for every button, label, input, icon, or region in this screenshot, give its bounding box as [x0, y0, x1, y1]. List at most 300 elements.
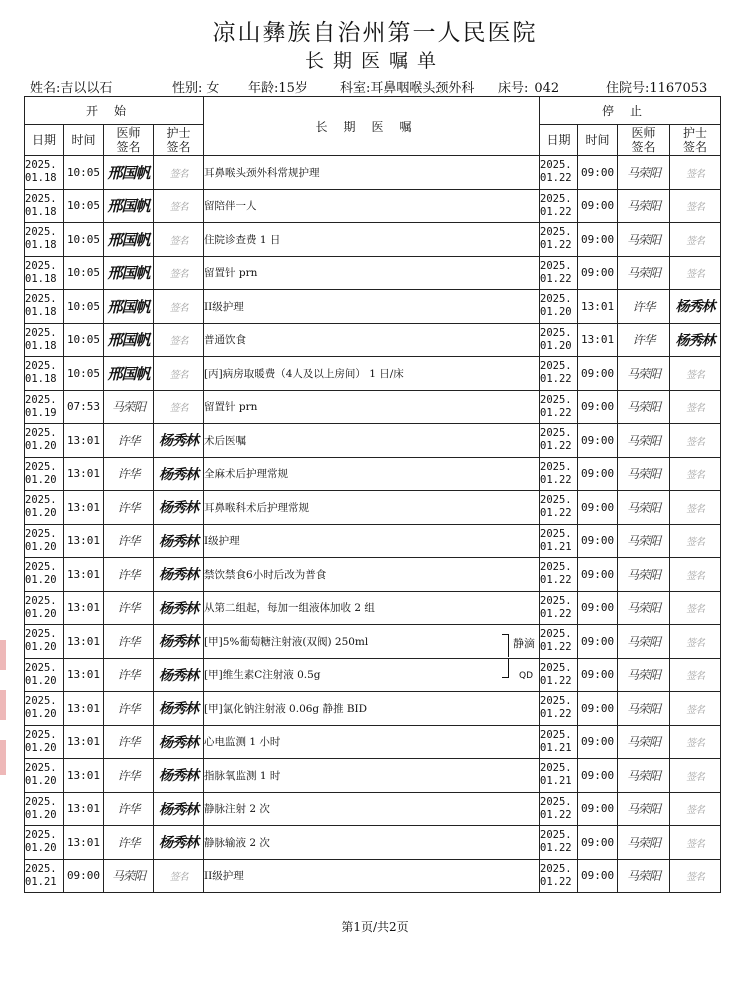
order-text: 全麻术后护理常规 — [204, 468, 289, 481]
stop-doctor-signature: 马荣阳 — [627, 802, 661, 817]
group-bracket — [502, 634, 509, 657]
stop-doctor-signature-cell — [618, 759, 670, 793]
order-cell — [204, 792, 540, 826]
stop-nurse-signature-cell — [670, 591, 721, 625]
order-text: [甲]氯化钠注射液 0.06g 静推 BID — [204, 702, 368, 715]
table-row — [25, 658, 721, 692]
stop-date: 2025. 01.22 — [540, 658, 578, 692]
form-title: 长期医嘱单 — [304, 50, 445, 72]
order-text: 静脉注射 2 次 — [204, 803, 270, 816]
stop-time: 09:00 — [578, 759, 618, 793]
start-nurse-signature: 签名 — [169, 269, 188, 281]
stop-nurse-signature-cell — [670, 457, 721, 491]
start-date: 2025. 01.20 — [25, 524, 64, 558]
stop-nurse-signature-cell — [670, 826, 721, 860]
order-text: II级护理 — [204, 300, 244, 313]
start-nurse-signature: 杨秀林 — [159, 667, 198, 684]
start-doctor-signature-cell — [104, 759, 154, 793]
stop-nurse-signature-cell — [670, 357, 721, 391]
order-cell — [204, 290, 540, 324]
start-doctor-signature: 许华 — [117, 735, 140, 750]
patient-sex-field — [172, 77, 219, 96]
stop-nurse-signature-cell — [670, 223, 721, 257]
start-doctor-signature-cell — [104, 424, 154, 458]
start-doctor-signature: 许华 — [117, 634, 140, 649]
stop-doctor-signature-cell — [618, 357, 670, 391]
stop-doctor-signature-cell — [618, 156, 670, 190]
start-time: 13:01 — [64, 457, 104, 491]
stop-date: 2025. 01.22 — [540, 792, 578, 826]
start-group-header: 开始 — [25, 97, 204, 125]
order-column-header: 长期医嘱 — [204, 97, 540, 156]
start-doctor-signature: 邢国帆 — [107, 163, 150, 182]
start-nurse-signature: 杨秀林 — [159, 600, 198, 617]
table-row — [25, 223, 721, 257]
start-date: 2025. 01.20 — [25, 424, 64, 458]
order-cell — [204, 156, 540, 190]
start-doctor-signature-cell — [104, 223, 154, 257]
stop-time: 13:01 — [578, 290, 618, 324]
stop-nurse-signature-cell — [670, 156, 721, 190]
start-nurse-signature-cell — [154, 692, 204, 726]
stop-nurse-signature-cell — [670, 658, 721, 692]
stop-doctor-signature: 马荣阳 — [627, 768, 661, 783]
stop-nurse-signature-cell — [670, 625, 721, 659]
patient-name: 吉以以石 — [60, 81, 113, 96]
stop-doctor-signature-cell — [618, 223, 670, 257]
stop-time: 09:00 — [578, 491, 618, 525]
order-text: 静脉输液 2 次 — [204, 836, 270, 849]
stop-doctor-signature: 马荣阳 — [627, 634, 661, 649]
stop-doctor-signature: 马荣阳 — [627, 735, 661, 750]
table-row — [25, 424, 721, 458]
start-doctor-signature-cell — [104, 156, 154, 190]
start-nurse-signature: 杨秀林 — [159, 433, 198, 450]
patient-admission-label: 住院号: — [606, 81, 650, 96]
start-time: 10:05 — [64, 156, 104, 190]
start-nurse-signature: 杨秀林 — [159, 500, 198, 517]
start-nurse-signature-cell — [154, 390, 204, 424]
start-date: 2025. 01.19 — [25, 390, 64, 424]
stop-nurse-header: 护士签名 — [670, 125, 721, 156]
patient-dept-field — [340, 77, 474, 96]
group-bracket — [502, 659, 509, 678]
table-row — [25, 792, 721, 826]
start-doctor-signature-cell — [104, 524, 154, 558]
order-text: 禁饮禁食6小时后改为普食 — [204, 568, 327, 581]
start-nurse-signature-cell — [154, 558, 204, 592]
stop-doctor-signature-cell — [618, 859, 670, 893]
table-row — [25, 290, 721, 324]
patient-age-label: 年龄: — [248, 81, 279, 96]
table-row — [25, 491, 721, 525]
stop-nurse-signature: 签名 — [686, 805, 705, 817]
start-time: 10:05 — [64, 357, 104, 391]
stop-doctor-signature-cell — [618, 390, 670, 424]
start-doctor-signature-cell — [104, 692, 154, 726]
stop-nurse-signature-cell — [670, 524, 721, 558]
stop-nurse-signature: 签名 — [686, 269, 705, 281]
start-date: 2025. 01.18 — [25, 290, 64, 324]
patient-admission-field — [606, 77, 707, 96]
stop-time: 09:00 — [578, 524, 618, 558]
stop-doctor-header: 医师签名 — [618, 125, 670, 156]
stop-nurse-signature: 签名 — [686, 436, 705, 448]
start-doctor-signature-cell — [104, 457, 154, 491]
start-nurse-signature: 杨秀林 — [159, 567, 198, 584]
start-doctor-signature: 邢国帆 — [107, 230, 150, 249]
start-nurse-signature-cell — [154, 491, 204, 525]
stop-nurse-signature-cell — [670, 424, 721, 458]
stop-doctor-signature-cell — [618, 826, 670, 860]
stop-time: 09:00 — [578, 692, 618, 726]
start-nurse-signature-cell — [154, 725, 204, 759]
patient-admission: 1167053 — [649, 81, 708, 96]
order-text: 耳鼻喉头颈外科常规护理 — [204, 166, 320, 179]
order-cell — [204, 424, 540, 458]
order-cell — [204, 859, 540, 893]
stop-nurse-signature: 杨秀林 — [675, 299, 715, 316]
start-date: 2025. 01.20 — [25, 591, 64, 625]
start-date: 2025. 01.20 — [25, 826, 64, 860]
stop-nurse-signature: 签名 — [686, 671, 705, 683]
stop-date: 2025. 01.21 — [540, 759, 578, 793]
start-nurse-signature-cell — [154, 625, 204, 659]
start-doctor-signature-cell — [104, 725, 154, 759]
start-doctor-signature: 邢国帆 — [107, 297, 150, 316]
stop-doctor-signature-cell — [618, 725, 670, 759]
table-row — [25, 591, 721, 625]
start-doctor-signature-cell — [104, 658, 154, 692]
stop-nurse-signature: 签名 — [686, 604, 705, 616]
stop-doctor-signature-cell — [618, 290, 670, 324]
start-time: 10:05 — [64, 223, 104, 257]
stop-nurse-signature: 签名 — [686, 235, 705, 247]
stop-date: 2025. 01.21 — [540, 725, 578, 759]
order-text: 指脉氧监测 1 时 — [204, 769, 281, 782]
start-doctor-signature: 许华 — [117, 701, 140, 716]
start-nurse-signature: 签名 — [169, 369, 188, 381]
start-nurse-signature: 签名 — [169, 235, 188, 247]
stop-nurse-signature-cell — [670, 189, 721, 223]
stop-date: 2025. 01.22 — [540, 256, 578, 290]
start-time: 13:01 — [64, 692, 104, 726]
order-cell — [204, 692, 540, 726]
stop-doctor-signature-cell — [618, 625, 670, 659]
order-text: 从第二组起，每加一组液体加收 2 组 — [204, 602, 375, 615]
stop-doctor-signature-cell — [618, 323, 670, 357]
order-rows — [25, 156, 721, 893]
start-nurse-signature-cell — [154, 524, 204, 558]
start-doctor-signature-cell — [104, 792, 154, 826]
order-cell — [204, 256, 540, 290]
stop-time: 09:00 — [578, 625, 618, 659]
start-nurse-signature-cell — [154, 323, 204, 357]
start-nurse-signature-cell — [154, 658, 204, 692]
start-date: 2025. 01.20 — [25, 759, 64, 793]
stop-date: 2025. 01.21 — [540, 524, 578, 558]
stop-date: 2025. 01.22 — [540, 625, 578, 659]
patient-age-field — [248, 77, 308, 96]
start-doctor-signature: 许华 — [117, 802, 140, 817]
start-nurse-signature: 杨秀林 — [159, 835, 198, 852]
table-row — [25, 156, 721, 190]
start-date: 2025. 01.18 — [25, 189, 64, 223]
order-text: 留陪伴一人 — [204, 200, 257, 213]
order-cell — [204, 189, 540, 223]
stop-time: 09:00 — [578, 390, 618, 424]
stop-nurse-signature-cell — [670, 323, 721, 357]
start-doctor-signature: 许华 — [117, 768, 140, 783]
table-row — [25, 859, 721, 893]
stop-doctor-signature: 马荣阳 — [627, 701, 661, 716]
stop-nurse-signature: 签名 — [686, 403, 705, 415]
start-time: 13:01 — [64, 792, 104, 826]
stop-doctor-signature: 马荣阳 — [627, 400, 661, 415]
order-text: [丙]病房取暖费（4人及以上房间） 1 日/床 — [204, 367, 404, 380]
stop-time: 09:00 — [578, 826, 618, 860]
stop-date: 2025. 01.22 — [540, 357, 578, 391]
start-nurse-signature: 签名 — [169, 302, 188, 314]
patient-bed: 042 — [534, 81, 560, 96]
stop-nurse-signature: 签名 — [686, 738, 705, 750]
table-row — [25, 826, 721, 860]
stop-doctor-signature: 马荣阳 — [627, 467, 661, 482]
stop-date: 2025. 01.22 — [540, 591, 578, 625]
start-time: 10:05 — [64, 256, 104, 290]
start-nurse-signature-cell — [154, 759, 204, 793]
start-date: 2025. 01.18 — [25, 323, 64, 357]
start-nurse-signature: 杨秀林 — [159, 701, 198, 718]
start-time: 13:01 — [64, 658, 104, 692]
stop-nurse-signature-cell — [670, 725, 721, 759]
patient-dept-label: 科室: — [340, 81, 371, 96]
order-text: [甲]5%葡萄糖注射液(双阀) 250ml — [204, 635, 369, 648]
stop-date: 2025. 01.22 — [540, 859, 578, 893]
start-doctor-signature: 邢国帆 — [107, 264, 150, 283]
start-date: 2025. 01.18 — [25, 223, 64, 257]
table-row — [25, 390, 721, 424]
stamp-fragment — [0, 740, 6, 775]
stop-date: 2025. 01.22 — [540, 826, 578, 860]
start-nurse-signature-cell — [154, 223, 204, 257]
order-text: II级护理 — [204, 870, 244, 883]
stamp-fragment — [0, 640, 6, 670]
stop-doctor-signature-cell — [618, 256, 670, 290]
order-cell — [204, 625, 540, 659]
start-time: 10:05 — [64, 323, 104, 357]
start-time: 13:01 — [64, 424, 104, 458]
stop-doctor-signature-cell — [618, 658, 670, 692]
table-row — [25, 692, 721, 726]
stop-doctor-signature: 马荣阳 — [627, 869, 661, 884]
stop-nurse-signature: 签名 — [686, 838, 705, 850]
start-doctor-signature-cell — [104, 625, 154, 659]
stop-doctor-signature: 许华 — [632, 299, 655, 314]
table-row — [25, 256, 721, 290]
order-cell — [204, 725, 540, 759]
patient-sex-label: 性别: — [172, 81, 203, 96]
stop-date: 2025. 01.22 — [540, 390, 578, 424]
start-nurse-signature-cell — [154, 424, 204, 458]
stop-doctor-signature: 马荣阳 — [627, 366, 661, 381]
stop-group-header: 停止 — [540, 97, 721, 125]
start-doctor-signature: 许华 — [117, 668, 140, 683]
start-time-header: 时间 — [64, 125, 104, 156]
start-nurse-signature: 签名 — [169, 168, 188, 180]
start-nurse-signature: 杨秀林 — [159, 466, 198, 483]
start-nurse-signature: 杨秀林 — [159, 634, 198, 651]
stop-time: 09:00 — [578, 658, 618, 692]
start-doctor-signature: 许华 — [117, 467, 140, 482]
stop-doctor-signature: 马荣阳 — [627, 835, 661, 850]
start-nurse-signature-cell — [154, 256, 204, 290]
start-time: 09:00 — [64, 859, 104, 893]
start-nurse-header: 护士签名 — [154, 125, 204, 156]
stop-time: 09:00 — [578, 859, 618, 893]
start-doctor-signature: 马荣阳 — [111, 869, 145, 884]
stop-doctor-signature-cell — [618, 792, 670, 826]
start-doctor-signature-cell — [104, 189, 154, 223]
patient-sex: 女 — [206, 81, 220, 96]
order-cell — [204, 658, 540, 692]
start-doctor-signature-cell — [104, 591, 154, 625]
order-text: 心电监测 1 小时 — [204, 736, 281, 749]
table-row — [25, 357, 721, 391]
start-nurse-signature: 签名 — [169, 336, 188, 348]
stop-time: 09:00 — [578, 223, 618, 257]
stop-date: 2025. 01.22 — [540, 189, 578, 223]
order-cell — [204, 524, 540, 558]
stop-time: 09:00 — [578, 457, 618, 491]
stop-nurse-signature: 签名 — [686, 537, 705, 549]
stop-nurse-signature: 签名 — [686, 637, 705, 649]
start-nurse-signature: 签名 — [169, 872, 188, 884]
stop-time: 09:00 — [578, 156, 618, 190]
patient-bed-label: 床号: — [498, 81, 529, 96]
start-date: 2025. 01.20 — [25, 457, 64, 491]
stop-doctor-signature-cell — [618, 491, 670, 525]
stop-nurse-signature-cell — [670, 390, 721, 424]
order-text: 住院诊查费 1 日 — [204, 233, 281, 246]
stop-time: 09:00 — [578, 424, 618, 458]
stop-doctor-signature: 马荣阳 — [627, 668, 661, 683]
start-nurse-signature: 签名 — [169, 403, 188, 415]
stop-nurse-signature: 签名 — [686, 872, 705, 884]
order-text: 留置针 prn — [204, 267, 258, 280]
stop-time: 09:00 — [578, 256, 618, 290]
order-cell — [204, 591, 540, 625]
start-time: 13:01 — [64, 759, 104, 793]
start-time: 13:01 — [64, 625, 104, 659]
start-nurse-signature: 杨秀林 — [159, 533, 198, 550]
order-text: 普通饮食 — [204, 334, 247, 347]
stop-doctor-signature-cell — [618, 189, 670, 223]
hospital-name: 凉山彝族自治州第一人民医院 — [212, 20, 538, 46]
stop-date: 2025. 01.20 — [540, 323, 578, 357]
table-row — [25, 189, 721, 223]
stop-date: 2025. 01.22 — [540, 156, 578, 190]
stop-doctor-signature: 马荣阳 — [627, 567, 661, 582]
order-cell — [204, 223, 540, 257]
stop-nurse-signature: 签名 — [686, 771, 705, 783]
start-time: 13:01 — [64, 491, 104, 525]
table-row — [25, 625, 721, 659]
stop-doctor-signature: 马荣阳 — [627, 601, 661, 616]
start-date: 2025. 01.20 — [25, 658, 64, 692]
stop-date: 2025. 01.22 — [540, 558, 578, 592]
start-doctor-signature: 许华 — [117, 835, 140, 850]
order-text: 耳鼻喉科术后护理常规 — [204, 501, 310, 514]
stop-nurse-signature: 签名 — [686, 704, 705, 716]
order-cell — [204, 457, 540, 491]
stop-doctor-signature-cell — [618, 558, 670, 592]
start-doctor-signature-cell — [104, 859, 154, 893]
start-date: 2025. 01.20 — [25, 692, 64, 726]
page-number: 第1页/共2页 — [341, 920, 409, 934]
stop-date-header: 日期 — [540, 125, 578, 156]
table-row — [25, 457, 721, 491]
order-cell — [204, 558, 540, 592]
stop-nurse-signature: 杨秀林 — [675, 332, 715, 349]
start-doctor-signature: 邢国帆 — [107, 197, 150, 216]
start-time: 10:05 — [64, 189, 104, 223]
start-time: 10:05 — [64, 290, 104, 324]
start-doctor-signature-cell — [104, 558, 154, 592]
start-time: 13:01 — [64, 826, 104, 860]
start-doctor-signature: 许华 — [117, 534, 140, 549]
stop-time-header: 时间 — [578, 125, 618, 156]
start-doctor-signature-cell — [104, 256, 154, 290]
start-date-header: 日期 — [25, 125, 64, 156]
table-row — [25, 524, 721, 558]
stop-time: 09:00 — [578, 591, 618, 625]
stop-doctor-signature: 马荣阳 — [627, 433, 661, 448]
patient-name-label: 姓名: — [30, 81, 61, 96]
start-doctor-signature-cell — [104, 491, 154, 525]
stop-nurse-signature-cell — [670, 692, 721, 726]
stop-date: 2025. 01.22 — [540, 491, 578, 525]
start-nurse-signature: 杨秀林 — [159, 734, 198, 751]
table-row — [25, 725, 721, 759]
table-row — [25, 558, 721, 592]
start-doctor-signature-cell — [104, 826, 154, 860]
stop-doctor-signature: 马荣阳 — [627, 232, 661, 247]
order-cell — [204, 323, 540, 357]
start-nurse-signature: 杨秀林 — [159, 768, 198, 785]
start-time: 13:01 — [64, 558, 104, 592]
start-nurse-signature-cell — [154, 156, 204, 190]
start-nurse-signature-cell — [154, 457, 204, 491]
stop-time: 13:01 — [578, 323, 618, 357]
start-doctor-signature-cell — [104, 290, 154, 324]
start-doctor-signature-cell — [104, 323, 154, 357]
start-doctor-signature: 许华 — [117, 433, 140, 448]
stop-nurse-signature-cell — [670, 859, 721, 893]
start-date: 2025. 01.20 — [25, 625, 64, 659]
stamp-fragment — [0, 690, 6, 720]
stop-time: 09:00 — [578, 725, 618, 759]
start-nurse-signature: 签名 — [169, 202, 188, 214]
patient-age: 15岁 — [278, 81, 308, 96]
stop-nurse-signature-cell — [670, 290, 721, 324]
start-nurse-signature-cell — [154, 290, 204, 324]
start-date: 2025. 01.20 — [25, 725, 64, 759]
stop-date: 2025. 01.22 — [540, 424, 578, 458]
start-time: 13:01 — [64, 725, 104, 759]
start-time: 13:01 — [64, 524, 104, 558]
stop-doctor-signature: 马荣阳 — [627, 534, 661, 549]
